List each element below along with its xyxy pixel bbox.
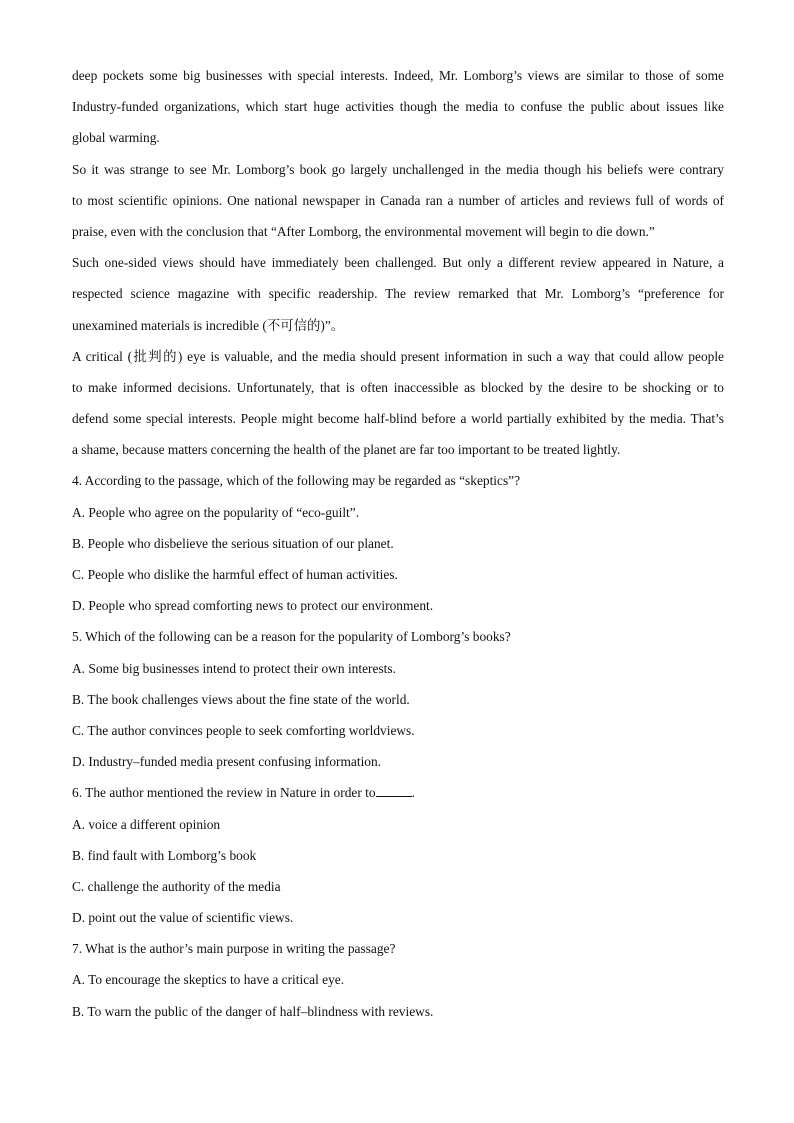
passage-paragraph-4	[72, 341, 724, 466]
question-stem: 5. Which of the following can be a reason for the popularity of Lomborg’s books?	[72, 629, 511, 645]
question-stem: 6. The author mentioned the review in Nature in order to	[72, 785, 376, 801]
passage-paragraph-3	[72, 247, 724, 341]
question-6	[72, 777, 724, 933]
passage-line: Such one-sided views should have immediately been challenged. But only a different review appeared in Nature, a	[72, 255, 724, 271]
answer-option-c: C. The author convinces people to seek comforting worldviews.	[72, 722, 415, 738]
document-page	[72, 60, 724, 1027]
passage-paragraph-1	[72, 60, 724, 154]
question-4	[72, 465, 724, 621]
answer-option-d: D. Industry–funded media present confusing information.	[72, 754, 382, 770]
passage-line: So it was strange to see Mr. Lomborg’s book go largely unchallenged in the media though his beliefs were contrary	[72, 161, 724, 177]
passage-line: unexamined materials is incredible (不可信的)”。	[72, 317, 345, 333]
passage-line: global warming.	[72, 130, 160, 146]
answer-option-a: A. voice a different opinion	[72, 816, 221, 832]
answer-option-d: D. point out the value of scientific views.	[72, 910, 294, 926]
passage-line: respected science magazine with specific readership. The review remarked that Mr. Lomborg’s “preference for	[72, 286, 724, 302]
answer-blank	[376, 783, 412, 797]
passage-line: A critical (批判的) eye is valuable, and the media should present information in such a way that could allow people	[72, 348, 724, 364]
answer-option-b: B. The book challenges views about the fine state of the world.	[72, 691, 410, 707]
question-7	[72, 933, 724, 1027]
passage-paragraph-2	[72, 154, 724, 248]
passage-line: to make informed decisions. Unfortunately, that is often inaccessible as blocked by the desire to be shocking or to	[72, 379, 724, 395]
passage-line: to most scientific opinions. One national newspaper in Canada ran a number of articles and reviews full of words of	[72, 192, 724, 208]
question-5	[72, 621, 724, 777]
passage-line: Industry-funded organizations, which start huge activities though the media to confuse the public about issues like	[72, 99, 724, 115]
passage-line: defend some special interests. People might become half-blind before a world partially exhibited by the media. That’s	[72, 411, 724, 427]
passage-line: praise, even with the conclusion that “After Lomborg, the environmental movement will begin to die down.”	[72, 223, 655, 239]
answer-option-c: C. challenge the authority of the media	[72, 878, 281, 894]
question-stem-end: .	[411, 785, 415, 801]
answer-option-a: A. People who agree on the popularity of “eco-guilt”.	[72, 504, 360, 520]
answer-option-b: B. find fault with Lomborg’s book	[72, 847, 257, 863]
answer-option-a: A. Some big businesses intend to protect their own interests.	[72, 660, 396, 676]
passage-line: a shame, because matters concerning the health of the planet are far too important to be treated lightly.	[72, 442, 621, 458]
answer-option-c: C. People who dislike the harmful effect of human activities.	[72, 567, 398, 582]
question-stem: 4. According to the passage, which of the following may be regarded as “skeptics”?	[72, 473, 521, 489]
answer-option-b: B. To warn the public of the danger of half–blindness with reviews.	[72, 1003, 434, 1019]
answer-option-d: D. People who spread comforting news to protect our environment.	[72, 598, 434, 614]
question-stem: 7. What is the author’s main purpose in writing the passage?	[72, 941, 396, 957]
answer-option-b: B. People who disbelieve the serious situation of our planet.	[72, 535, 394, 551]
question-stem-line	[72, 777, 724, 808]
answer-option-a: A. To encourage the skeptics to have a critical eye.	[72, 972, 345, 988]
passage-line: deep pockets some big businesses with special interests. Indeed, Mr. Lomborg’s views are similar to those of some	[72, 68, 724, 83]
